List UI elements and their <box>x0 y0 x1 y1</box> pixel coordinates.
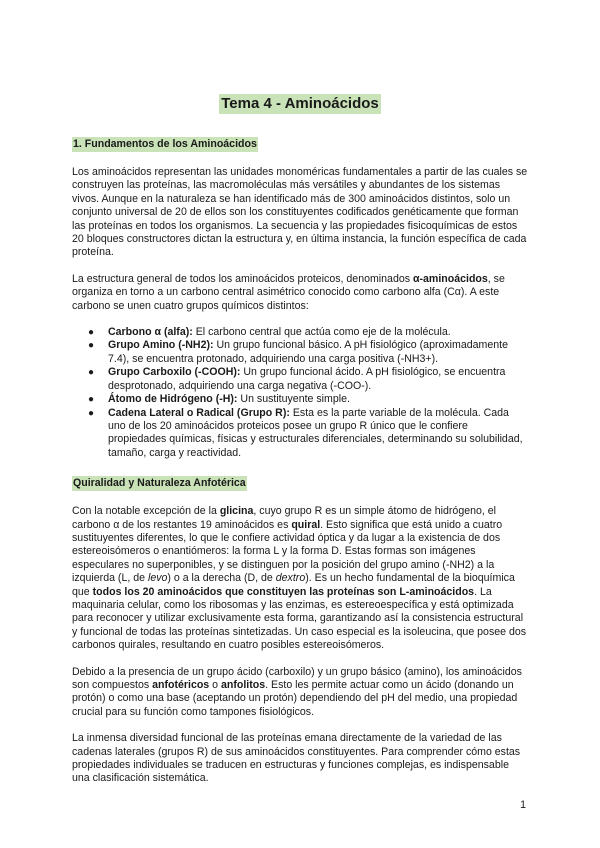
section-1-heading: 1. Fundamentos de los Aminoácidos <box>73 138 257 150</box>
alpha-carbon-groups-list <box>72 326 528 460</box>
page-number: 1 <box>520 799 526 811</box>
bullet-icon: ● <box>88 340 95 352</box>
list-item-term: Grupo Amino (-NH2): <box>108 339 214 352</box>
list-item-text: Esta es la parte variable de la molécula. Cada uno de los 20 aminoácidos proteicos posee un grupo R único que le confiere propiedades químicas, físicas y estructurales diferenciales, determinando su solubilidad, tamaño, carga y reactividad. <box>108 406 523 459</box>
title-container <box>72 94 528 114</box>
bold-statement-l-aminoacidos: todos los 20 aminoácidos que constituyen las proteínas son L-aminoácidos <box>92 585 475 598</box>
list-item-text: Un grupo funcional ácido. A pH fisiológico, se encuentra desprotonado, adquiriendo una carga negativa (-COO-). <box>108 366 506 392</box>
bullet-icon: ● <box>88 394 95 406</box>
bold-term-quiral: quiral <box>291 518 321 531</box>
text-run: La estructura general de todos los aminoácidos proteicos, denominados <box>72 272 413 285</box>
list-item-term: Carbono α (alfa): <box>108 326 193 339</box>
text-run: ) o a la derecha (D, de <box>167 572 276 585</box>
bullet-icon: ● <box>88 367 95 379</box>
text-run: o <box>209 679 221 691</box>
list-item <box>88 406 528 461</box>
bold-term-glicina: glicina <box>219 505 254 518</box>
section-2-paragraph-2 <box>72 666 528 720</box>
text-run: ). Es un hecho fundamental de la bioquímica que <box>72 572 515 598</box>
text-run: Debido a la presencia de un grupo ácido (carboxilo) y un grupo básico (amino), los aminoácidos son compuestos <box>72 665 522 691</box>
italic-term-dextro: dextro <box>275 572 306 585</box>
text-run: , se organiza en torno a un carbono central asimétrico conocido como carbono alfa (Cα). A este carbono se unen cuatro grupos químicos distintos: <box>72 272 505 312</box>
section-1-heading-container <box>72 134 528 152</box>
italic-term-levo: levo <box>147 572 168 585</box>
document-title: Tema 4 - Aminoácidos <box>221 95 379 112</box>
text-run: . Esto significa que está unido a cuatro sustituyentes diferentes, lo que le confiere actividad óptica y da lugar a la existencia de dos estereoisómeros o enantiómeros: la forma L y la forma D. Estas formas son imágenes especulares no superponibles, y se distinguen por la posición del grupo amino (-NH2) a la izquierda (L, de <box>72 518 503 585</box>
text-run: . Esto les permite actuar como un ácido (donando un protón) o como una base (aceptando un protón) dependiendo del pH del medio, una propiedad crucial para su función como tampones fisiológicos. <box>72 679 518 718</box>
bold-term-anfotericos: anfotéricos <box>152 679 210 691</box>
list-item-text: Un sustituyente simple. <box>237 393 350 406</box>
list-item <box>88 393 528 406</box>
list-item-text: Un grupo funcional básico. A pH fisiológico (aproximadamente 7.4), se encuentra protonado, adquiriendo una carga positiva (-NH3+). <box>108 339 508 365</box>
section-2-heading-container <box>72 473 528 491</box>
section-2-paragraph-1 <box>72 505 528 652</box>
section-2-heading: Quiralidad y Naturaleza Anfotérica <box>73 477 246 490</box>
bullet-icon: ● <box>88 407 95 419</box>
section-2-paragraph-3: La inmensa diversidad funcional de las proteínas emana directamente de la variedad de las cadenas laterales (grupos R) de sus aminoácidos constituyentes. Para comprender cómo estas propiedades individuales se traducen en estructuras y funciones complejas, es indispensable una clasificación sistemática. <box>72 732 521 785</box>
text-run: Con la notable excepción de la <box>72 505 220 518</box>
list-item <box>88 366 528 393</box>
list-item <box>88 326 528 339</box>
list-item-term: Cadena Lateral o Radical (Grupo R): <box>108 406 290 419</box>
text-run: . La maquinaria celular, como los ribosomas y las enzimas, es estereoespecífica y está optimizada para reconocer y utilizar exclusivamente esta forma, garantizando así la consistencia estructural y funcional de todas las proteínas sintetizadas. Un caso especial es la isoleucina, que posee dos carbonos quirales, resultando en cuatro posibles estereoisómeros. <box>72 585 527 652</box>
section-1-paragraph-2 <box>72 273 528 313</box>
section-1-paragraph-1: Los aminoácidos representan las unidades monoméricas fundamentales a partir de las cuales se construyen las proteínas, las macromoléculas más versátiles y abundantes de los sistemas vivos. Aunque en la naturaleza se han identificado más de 300 aminoácidos distintos, solo un conjunto universal de 20 de ellos son los constituyentes codificados genéticamente que forman las proteínas en todos los organismos. La secuencia y las propiedades fisicoquímicas de estos 20 bloques constructores dictan la estructura y, en última instancia, la función específica de cada proteína. <box>72 166 528 259</box>
list-item <box>88 339 528 366</box>
bold-term-anfolitos: anfolitos <box>220 679 266 691</box>
list-item-term: Grupo Carboxilo (-COOH): <box>108 366 241 379</box>
text-run: , cuyo grupo R es un simple átomo de hidrógeno, el carbono α de los restantes 19 aminoácidos es <box>72 505 497 531</box>
bold-term-alpha-aminoacidos: α-aminoácidos <box>412 272 488 285</box>
list-item-term: Átomo de Hidrógeno (-H): <box>108 393 238 406</box>
bullet-icon: ● <box>88 327 95 339</box>
list-item-text: El carbono central que actúa como eje de la molécula. <box>192 326 451 339</box>
